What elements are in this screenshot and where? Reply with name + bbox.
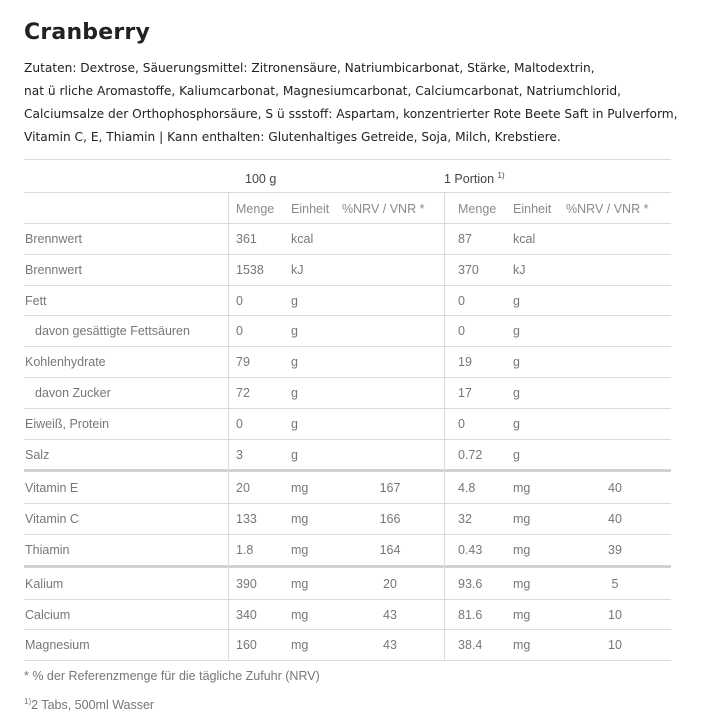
table-cell: 72 bbox=[236, 386, 250, 400]
table-cell: 32 bbox=[458, 512, 472, 527]
table-cell: 1538 bbox=[236, 262, 264, 277]
table-cell: 340 bbox=[236, 607, 257, 622]
table-cell: g bbox=[513, 355, 520, 370]
nutrient-name: Kohlenhydrate bbox=[25, 355, 106, 370]
table-cell: 0 bbox=[236, 293, 243, 308]
table-rule bbox=[24, 599, 671, 600]
table-cell: 39 bbox=[608, 543, 622, 557]
table-cell: mg bbox=[513, 543, 531, 557]
table-rule bbox=[24, 254, 671, 255]
table-cell: kJ bbox=[513, 262, 526, 277]
table-cell: mg bbox=[513, 607, 531, 622]
nutrient-name: Thiamin bbox=[25, 543, 70, 557]
table-cell: 19 bbox=[458, 355, 472, 370]
nutrient-name: Calcium bbox=[25, 607, 71, 622]
table-cell: 0 bbox=[458, 324, 465, 339]
table-cell: 0 bbox=[236, 324, 243, 339]
table-cell: 17 bbox=[458, 386, 472, 400]
group-header-portion bbox=[444, 171, 505, 187]
table-cell: 164 bbox=[379, 543, 401, 557]
nutrient-name: Brennwert bbox=[25, 232, 82, 246]
ingredients-line: Calciumsalze der Orthophosphorsäure, S ü ssstoff: Aspartam, konzentrierter Rote Beete Saft in Pulverform, bbox=[24, 107, 678, 121]
table-rule bbox=[24, 285, 671, 286]
table-cell: 43 bbox=[383, 638, 397, 653]
nutrient-name: Magnesium bbox=[25, 638, 90, 653]
table-cell: mg bbox=[291, 607, 309, 622]
table-cell: 4.8 bbox=[458, 481, 476, 496]
table-rule bbox=[24, 192, 671, 193]
table-cell: 167 bbox=[379, 481, 401, 496]
table-cell: 166 bbox=[379, 512, 401, 527]
group-separator bbox=[24, 565, 671, 568]
table-cell: g bbox=[513, 386, 520, 400]
table-cell: mg bbox=[291, 638, 309, 653]
table-cell: g bbox=[513, 416, 520, 431]
table-cell: 0 bbox=[458, 416, 465, 431]
col-header-nrv: %NRV / VNR * bbox=[342, 202, 425, 216]
footnote-portion-text: 2 Tabs, 500ml Wasser bbox=[31, 698, 155, 712]
column-divider bbox=[228, 192, 229, 660]
footnote-portion bbox=[24, 698, 154, 712]
table-rule bbox=[24, 346, 671, 347]
footnote-portion-mark: 1) bbox=[24, 696, 32, 706]
table-cell: mg bbox=[513, 481, 531, 496]
table-rule bbox=[24, 408, 671, 409]
table-cell: 10 bbox=[608, 638, 622, 653]
table-cell: kcal bbox=[291, 232, 314, 246]
table-cell: g bbox=[513, 324, 520, 339]
table-cell: 160 bbox=[236, 638, 257, 653]
table-cell: mg bbox=[291, 481, 309, 496]
table-rule bbox=[24, 629, 671, 630]
table-cell: 133 bbox=[236, 512, 257, 527]
table-rule bbox=[24, 439, 671, 440]
table-cell: 5 bbox=[611, 576, 619, 591]
table-cell: 390 bbox=[236, 576, 257, 591]
table-cell: g bbox=[291, 416, 298, 431]
table-cell: 40 bbox=[608, 512, 622, 527]
nutrient-name: Vitamin C bbox=[25, 512, 79, 527]
col-header-menge: Menge bbox=[236, 202, 275, 216]
ingredients-line: nat ü rliche Aromastoffe, Kaliumcarbonat, Magnesiumcarbonat, Calciumcarbonat, Natriumchlorid, bbox=[24, 84, 621, 98]
table-cell: g bbox=[291, 293, 298, 308]
table-cell: mg bbox=[291, 543, 309, 557]
table-cell: kcal bbox=[513, 232, 536, 246]
ingredients-line: Zutaten: Dextrose, Säuerungsmittel: Zitronensäure, Natriumbicarbonat, Stärke, Maltodextrin, bbox=[24, 61, 595, 75]
table-rule bbox=[24, 315, 671, 316]
nutrient-name: Brennwert bbox=[25, 262, 82, 277]
table-cell: kJ bbox=[291, 262, 304, 277]
table-top-rule bbox=[24, 159, 671, 160]
table-cell: 40 bbox=[608, 481, 622, 496]
portion-footnote-mark: 1) bbox=[497, 170, 505, 180]
table-cell: 43 bbox=[383, 607, 397, 622]
table-cell: mg bbox=[513, 638, 531, 653]
ingredients-line: Vitamin C, E, Thiamin | Kann enthalten: Glutenhaltiges Getreide, Soja, Milch, Krebstiere. bbox=[24, 130, 561, 144]
table-cell: 0 bbox=[236, 416, 243, 431]
col-header-einheit-portion: Einheit bbox=[513, 202, 552, 216]
nutrient-name: Salz bbox=[25, 447, 50, 462]
table-cell: 87 bbox=[458, 232, 472, 246]
table-rule bbox=[24, 534, 671, 535]
table-cell: mg bbox=[291, 576, 309, 591]
table-cell: 79 bbox=[236, 355, 250, 370]
table-cell: 38.4 bbox=[458, 638, 483, 653]
nutrient-name: Eiweiß, Protein bbox=[25, 416, 110, 431]
table-cell: g bbox=[291, 355, 298, 370]
table-rule bbox=[24, 377, 671, 378]
table-cell: 0.72 bbox=[458, 447, 483, 462]
table-cell: g bbox=[291, 386, 298, 400]
group-header-portion-label: 1 Portion bbox=[444, 172, 495, 186]
table-cell: g bbox=[513, 293, 520, 308]
nutrient-name: davon Zucker bbox=[35, 386, 111, 400]
table-cell: 0.43 bbox=[458, 543, 483, 557]
table-rule bbox=[24, 223, 671, 224]
nutrient-name: Kalium bbox=[25, 576, 64, 591]
table-cell: 361 bbox=[236, 232, 257, 246]
table-cell: 10 bbox=[608, 607, 622, 622]
table-cell: g bbox=[513, 447, 520, 462]
table-cell: 3 bbox=[236, 447, 243, 462]
table-cell: g bbox=[291, 324, 298, 339]
table-cell: 0 bbox=[458, 293, 465, 308]
table-rule bbox=[24, 503, 671, 504]
table-cell: 1.8 bbox=[236, 543, 254, 557]
group-separator bbox=[24, 469, 671, 472]
table-cell: 81.6 bbox=[458, 607, 483, 622]
table-cell: mg bbox=[513, 576, 531, 591]
table-cell: mg bbox=[291, 512, 309, 527]
nutrient-name: davon gesättigte Fettsäuren bbox=[35, 324, 190, 339]
col-header-einheit: Einheit bbox=[291, 202, 330, 216]
column-divider bbox=[444, 192, 445, 660]
col-header-nrv-portion: %NRV / VNR * bbox=[566, 202, 649, 216]
table-cell: mg bbox=[513, 512, 531, 527]
product-title: Cranberry bbox=[24, 20, 151, 45]
table-cell: 370 bbox=[458, 262, 479, 277]
table-rule bbox=[24, 660, 671, 661]
group-header-100g: 100 g bbox=[245, 172, 277, 186]
nutrient-name: Vitamin E bbox=[25, 481, 79, 496]
table-cell: 93.6 bbox=[458, 576, 483, 591]
table-cell: g bbox=[291, 447, 298, 462]
nutrient-name: Fett bbox=[25, 293, 47, 308]
table-cell: 20 bbox=[236, 481, 250, 496]
col-header-menge-portion: Menge bbox=[458, 202, 497, 216]
footnote-nrv: * % der Referenzmenge für die tägliche Zufuhr (NRV) bbox=[24, 669, 320, 683]
table-cell: 20 bbox=[383, 576, 397, 591]
